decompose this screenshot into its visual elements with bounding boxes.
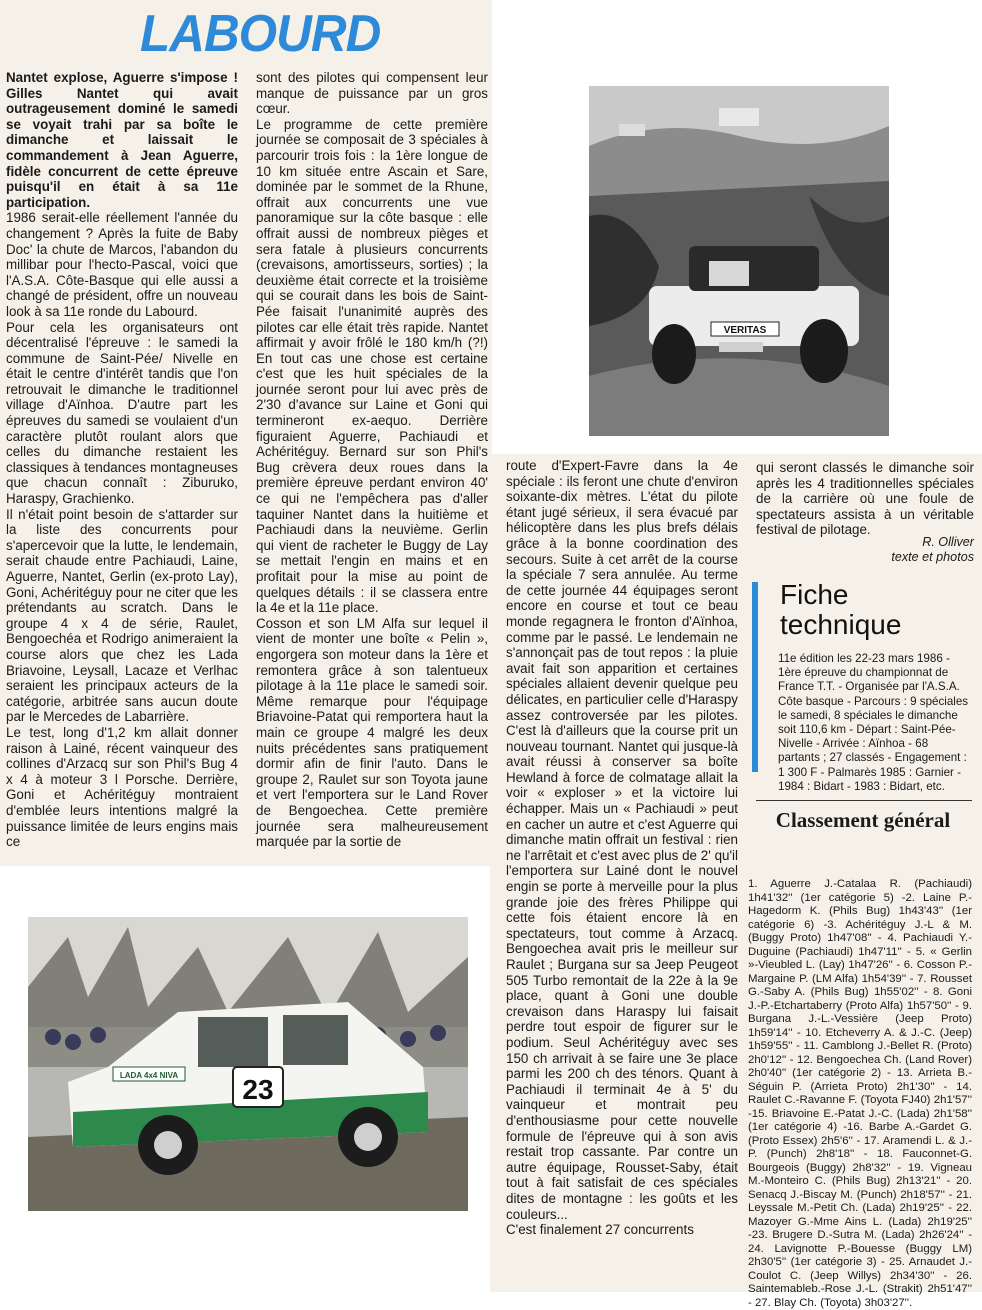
fiche-accent-bar xyxy=(752,582,758,772)
lada-photo-image xyxy=(28,917,468,1211)
article-column-2 xyxy=(256,70,488,850)
article-column-1 xyxy=(6,70,238,850)
lada-sticker: LADA 4x4 NIVA xyxy=(119,1071,179,1080)
buggy-plate: VERITAS xyxy=(723,325,767,336)
classement-title: Classement général xyxy=(775,808,951,832)
article-paragraph: 1986 serait-elle réellement l'année du changement ? Après la fuite de Baby Doc' la chute de Marcos, l'abandon du millibar pour l'hecto-Pascal, voici que l'A.S.A. Côte-Basque qui elle aussi a changé de président, offre un nouveau look à sa 11e ronde du Labourd. xyxy=(6,210,238,319)
article-paragraph: Cosson et son LM Alfa sur lequel il vient de monter une boîte « Pelin », engorgera son moteur dans la 1ère et remontera grâce à son talentueux pilotage à la 11e place le samedi soir. Même remarque pour l'équipage Briavoine-Patat qui remportera haut la main ce groupe 4 malgré les deux nuits précédentes sans pratiquement dormir afin de finir l'auto. Dans le groupe 2, Raulet sur son Toyota jaune et vert l'emportera sur le Land Rover de Bengoechea. Cette première journée sera malheureusement marquée par la sortie de xyxy=(256,615,488,850)
fiche-title: Fiche technique xyxy=(780,579,902,640)
buggy-photo-image xyxy=(589,86,889,436)
article-column-4 xyxy=(756,460,974,538)
article-column-3 xyxy=(506,458,738,1238)
lada-photo xyxy=(28,917,468,1211)
classement-body: 1. Aguerre J.-Catalaa R. (Pachiaudi) 1h41'32'' (1er catégorie 5) -2. Laine P.-Hagedorm K. (Phils Bug) 1h43'43'' (1er catégorie 6) -3. Achéritéguy J.-L & M. (Buggy Proto) 1h47'08'' - 4. Pachiaudi Y.-Duguine (Pachiaudi) 1h47'11'' - 5. « Gerlin »-Vieubled L. (Lay) 1h47'26'' - 6. Cosson P.-Margaine P. (LM Alfa) 1h54'39'' - 7. Rousset G.-Saby A. (Phils Bug) 1h55'02'' - 8. Goni J.-P.-Etchartaberry (Proto Alfa) 1h57'50'' - 9. Burgana J.-L.-Vessière (Jeep Proto) 1h59'14'' - 10. Etcheverry A. & J.-C. (Jeep) 1h59'55'' - 11. Camblong J.-Bellet R. (Proto) 2h0'12'' - 12. Bengoechea Ch. (Land Rover) 2h0'40'' (1er catégorie 2) - 13. Arrieta B.-Séguin P. (Arrieta Proto) 2h1'30'' - 14. Raulet C.-Ravanne F. (Toyota FJ40) 2h1'57'' -15. Briavoine E.-Patat J.-C. (Lada) 2h1'58'' (1er catégorie 4) -16. Barbe A.-Gardet G. (Proto Essex) 2h5'6'' - 17. Aramendi L. & J.-P. (Punch) 2h8'18'' - 18. Fauconnet-G. Bourgeois (Buggy) 2h8'32'' - 19. Vigneau M.-Monteiro C. (Phils Bug) 2h13'21'' - 20. Senacq J.-Biscay M. (Punch) 2h18'57'' - 21. Leyssale M.-Petit Ch. (Lada) 2h19'25'' - 22. Mazoyer G.-Mme Ains L. (Lada) 2h19'25'' -23. Brugere D.-Sutra M. (Lada) 2h26'24'' - 24. Lavignotte P.-Bouesse (Buggy LM) 2h30'5'' (1er catégorie 3) - 25. Arnaudet J.-Coulot C. (Jeep Willys) 2h34'30'' - 26. Saintemableb.-Rose J.-L. (Strakit) 2h51'47'' - 27. Blay Ch. (Toyota) 3h03'27''. xyxy=(748,878,972,1309)
article-paragraph: sont des pilotes qui compensent leur manque de puissance par un gros cœur. xyxy=(256,70,488,117)
article-paragraph: Le test, long d'1,2 km allait donner raison à Lainé, récent vainqueur des collines d'Arzacq sur son Phil's Bug 4 x 4 à moteur 3 l Porsche. Derrière, Goni et Achéritéguy montraient d'emblée leurs intentions malgré la puissance limitée de leurs engins mais ce xyxy=(6,724,238,850)
article-paragraph: Le programme de cette première journée se composait de 3 spéciales à parcourir trois fois : la 1ère longue de 10 km située entre Ascain et Sare, dominée par le sommet de la Rhune, offrait aux concurrents une vue panoramique sur la côte basque : elle offrait aussi de nombreux pièges et sera fatale à plusieurs concurrents (crevaisons, amortisseurs, sorties) ; la deuxième était correcte et la troisième qui se courait dans les bois de Saint-Pée faisait l'unanimité auprès des pilotes car elle était très rapide. Nantet affirmait y avoir frôlé le 180 km/h (?!) En tout cas une chose est certaine c'est que les huit spéciales de la journée seront pour lui avec près de 2'30 d'avance sur Laine et Goni qui termineront ex-aequo. Derrière figuraient Aguerre, Pachiaudi et Achéritéguy. Bernard sur son Phil's Bug crèvera deux roues dans la première épreuve perdant environ 40' ce qui ne l'empêchera pas d'aller taquiner Nantet dans la huitième et Pachiaudi dans la neuvième. Gerlin qui vient de racheter le Buggy de Lay se mettait l'engin en mains et en profitait pour la mise au point de quelques détails : il se classera entre la 4e et la 11e place. xyxy=(256,116,488,616)
lada-race-number: 23 xyxy=(242,1074,274,1105)
credit-role: texte et photos xyxy=(891,550,974,564)
page-title: LABOURD xyxy=(140,5,381,63)
divider xyxy=(756,800,972,801)
buggy-photo xyxy=(589,86,889,436)
article-lead: Nantet explose, Aguerre s'impose ! Gilles Nantet qui avait outrageusement dominé le samedi se voyait trahi par sa boîte le dimanche et laissait le commandement à Jean Aguerre, fidèle concurrent de cette épreuve puisqu'il en était à sa 11e participation. xyxy=(6,70,238,210)
article-paragraph: Il n'était point besoin de s'attarder sur la liste des concurrents pour s'apercevoir que la lutte, le lendemain, serait chaude entre Pachiaudi, Laine, Aguerre, Nantet, Gerlin (ex-proto Lay), Goni, Achéritéguy pour ne citer que les prétendants au scratch. Dans le groupe 4 x 4 de série, Raulet, Bengoechéa et Rodrigo animeraient la course alors que chez les Lada Briavoine, Leysall, Lacaze et Verlhac seraient les principaux acteurs de la catégorie, arbitrée sans aucun doute par le Mercedes de Labarrière. xyxy=(6,506,238,725)
article-paragraph: qui seront classés le dimanche soir après les 4 traditionnelles spéciales de la carrière où une foule de spectateurs assista à un véritable festival de pilotage. xyxy=(756,460,974,538)
article-paragraph: C'est finalement 27 concurrents xyxy=(506,1222,694,1238)
fiche-body: 11e édition les 22-23 mars 1986 - 1ère épreuve du championnat de France T.T. - Organisée par l'A.S.A. Côte basque - Parcours : 9 spéciales le samedi, 8 spéciales le dimanche soit 110,6 km - Départ : Saint-Pée-Nivelle - Arrivée : Aïnhoa - 68 partants ; 27 classés - Engagement : 1 300 F - Palmarès 1985 : Garnier - 1984 : Bidart - 1983 : Bidart, etc. xyxy=(778,652,969,793)
credit-name: R. Olliver xyxy=(922,535,974,549)
article-paragraph: Pour cela les organisateurs ont décentralisé l'épreuve : le samedi la commune de Saint-Pée/ Nivelle en était le centre d'intérêt tandis que l'on retrouvait le dimanche le traditionnel village d'Aïnhoa. D'autre part les épreuves du samedi se voulaient d'un caractère plutôt roulant alors que celles du dimanche restaient les classiques à tendances montagneuses que chacun connaît : Ziburuko, Haraspy, Grachienko. xyxy=(6,319,238,507)
article-paragraph: route d'Expert-Favre dans la 4e spéciale : ils feront une chute d'environ soixante-dix mètres. L'état du pilote étant jugé sérieux, il sera évacué par hélicoptère dans les plus brefs délais grâce à la bonne coordination des secours. Suite à cet arrêt de la course la spéciale 7 sera annulée. Au terme de cette journée 44 équipages seront encore en course et tout ce beau monde regagnera le fronton d'Aïnhoa, comme par le passé. Le lendemain ne s'annonçait pas de tout repos : la pluie avait fait son apparition et certaines spéciales allaient devenir quelque peu délicates, en particulier celle d'Haraspy assez controversée par les pilotes. C'est là d'ailleurs que la course prit un nouveau tournant. Nantet qui jusque-là avait réussi à conserver sa boîte Hewland à force de colmatage allait la voir « exploser » et la victoire lui échapper. Mais un « Pachiaudi » peut en cacher un autre et c'est Aguerre qui dimanche matin offrait un festival : rien ne l'arrêtait et c'est avec plus de 2' qu'il l'emportera sur Lainé dont le nouvel engin se porte à merveille pour la plus grande joie des frères Philippe qui cette fois étaient encore là en spectateurs, tout comme à Arzacq. Bengoechea avait pris le meilleur sur Raulet ; Burgana sur sa Jeep Peugeot 505 Turbo remontait de la 22e à la 9e place, quant à Goni une double crevaison dans Haraspy lui faisait perdre tout espoir de figurer sur le podium. Seul Achéritéguy avec ses 150 ch arrivait à se faire une 3e place parmi les 200 ch des ténors. Quant à Pachiaudi il terminait 4e à 5' du vainqueur et montrait peu d'enthousiasme pour cette nouvelle formule de l'épreuve qui à son avis restait trop cassante. Par contre un autre équipage, Rousset-Saby, était tout à fait satisfait de ces spéciales dites de montagne : les goûts et les couleurs... xyxy=(506,458,738,1222)
article-credit xyxy=(756,535,974,565)
